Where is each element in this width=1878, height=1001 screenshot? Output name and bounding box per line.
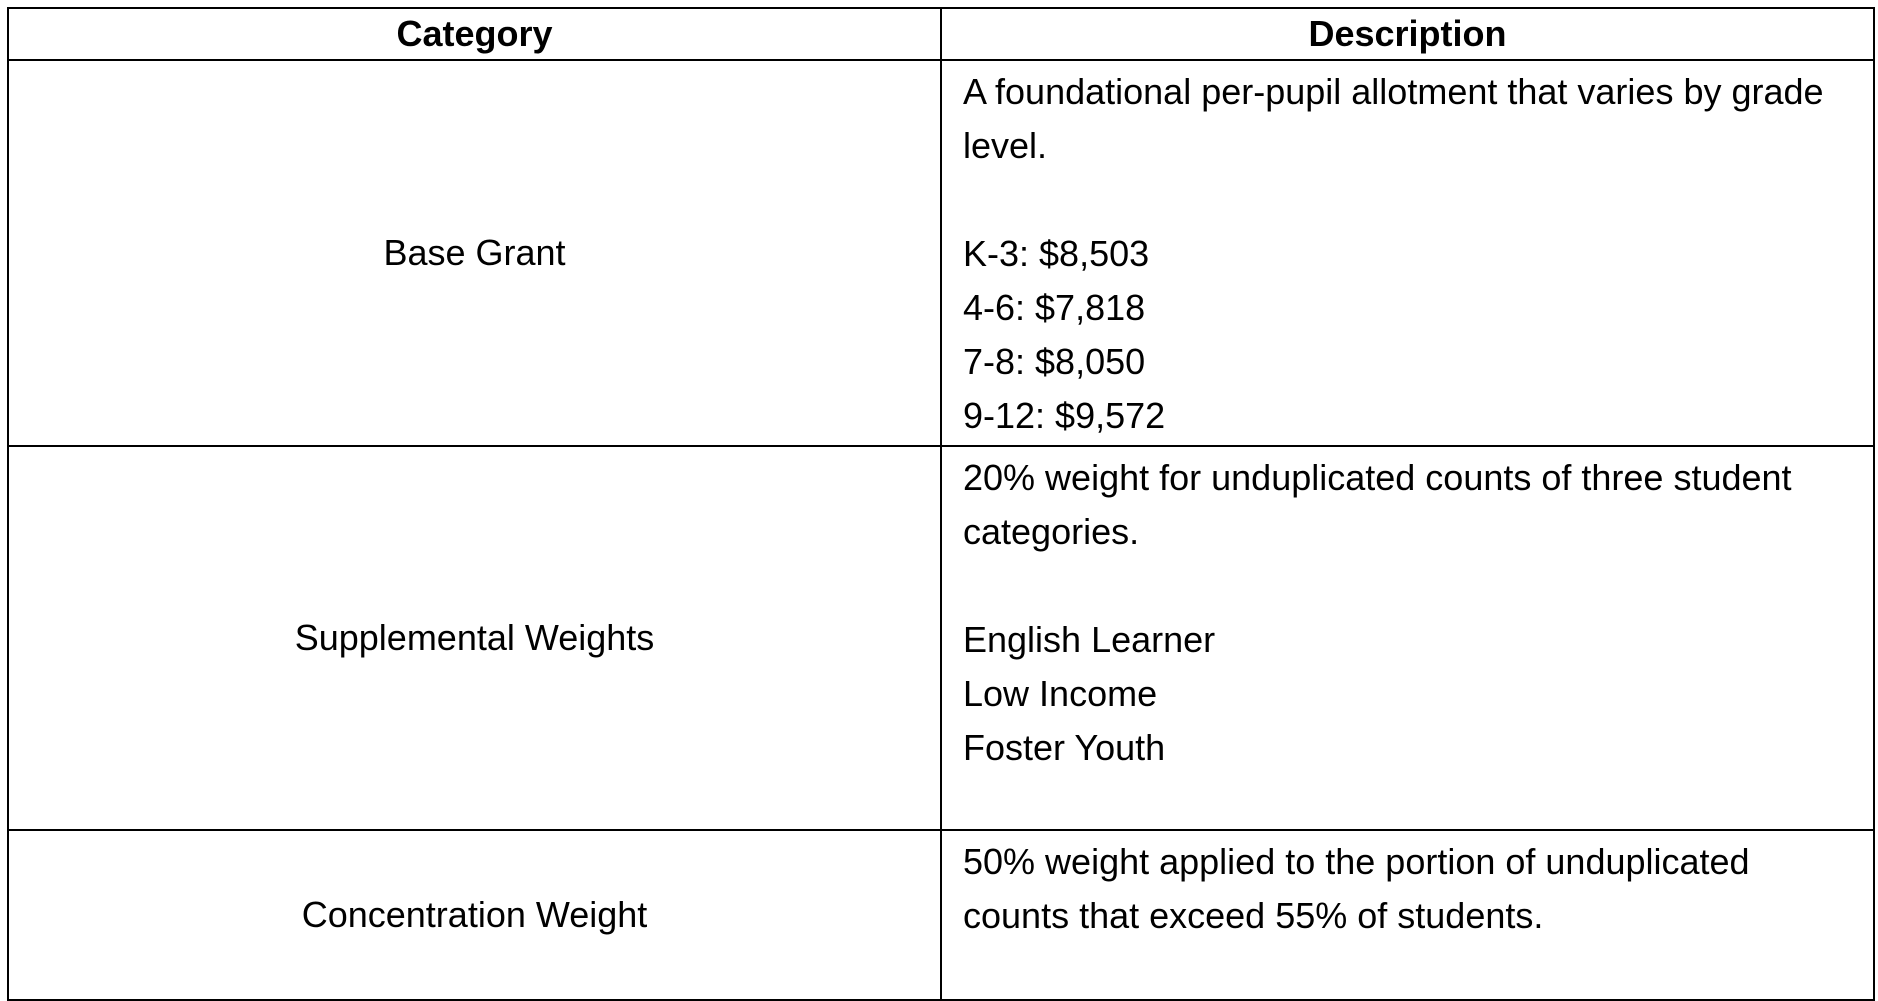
- header-row: [8, 8, 1874, 60]
- description-cell: [941, 446, 1874, 830]
- description-intro: 50% weight applied to the portion of unduplicated counts that exceed 55% of students.: [963, 841, 1750, 936]
- description-cell: [941, 830, 1874, 1000]
- description-item: 4-6: $7,818: [963, 287, 1146, 328]
- table-row: [8, 446, 1874, 830]
- description-cell: [941, 60, 1874, 446]
- category-cell: Concentration Weight: [8, 830, 941, 1000]
- header-description: Description: [941, 8, 1874, 60]
- category-cell: Supplemental Weights: [8, 446, 941, 830]
- description-item: Low Income: [963, 673, 1158, 714]
- description-intro: A foundational per-pupil allotment that varies by grade level.: [963, 71, 1824, 166]
- description-item: 7-8: $8,050: [963, 341, 1146, 382]
- header-category: Category: [8, 8, 941, 60]
- description-item: K-3: $8,503: [963, 233, 1150, 274]
- description-item: English Learner: [963, 619, 1216, 660]
- category-cell: Base Grant: [8, 60, 941, 446]
- description-item: 9-12: $9,572: [963, 395, 1166, 436]
- description-item: Foster Youth: [963, 727, 1166, 768]
- table-row: [8, 830, 1874, 1000]
- description-intro: 20% weight for unduplicated counts of three student categories.: [963, 457, 1792, 552]
- funding-formula-table: [7, 7, 1875, 1001]
- table-row: [8, 60, 1874, 446]
